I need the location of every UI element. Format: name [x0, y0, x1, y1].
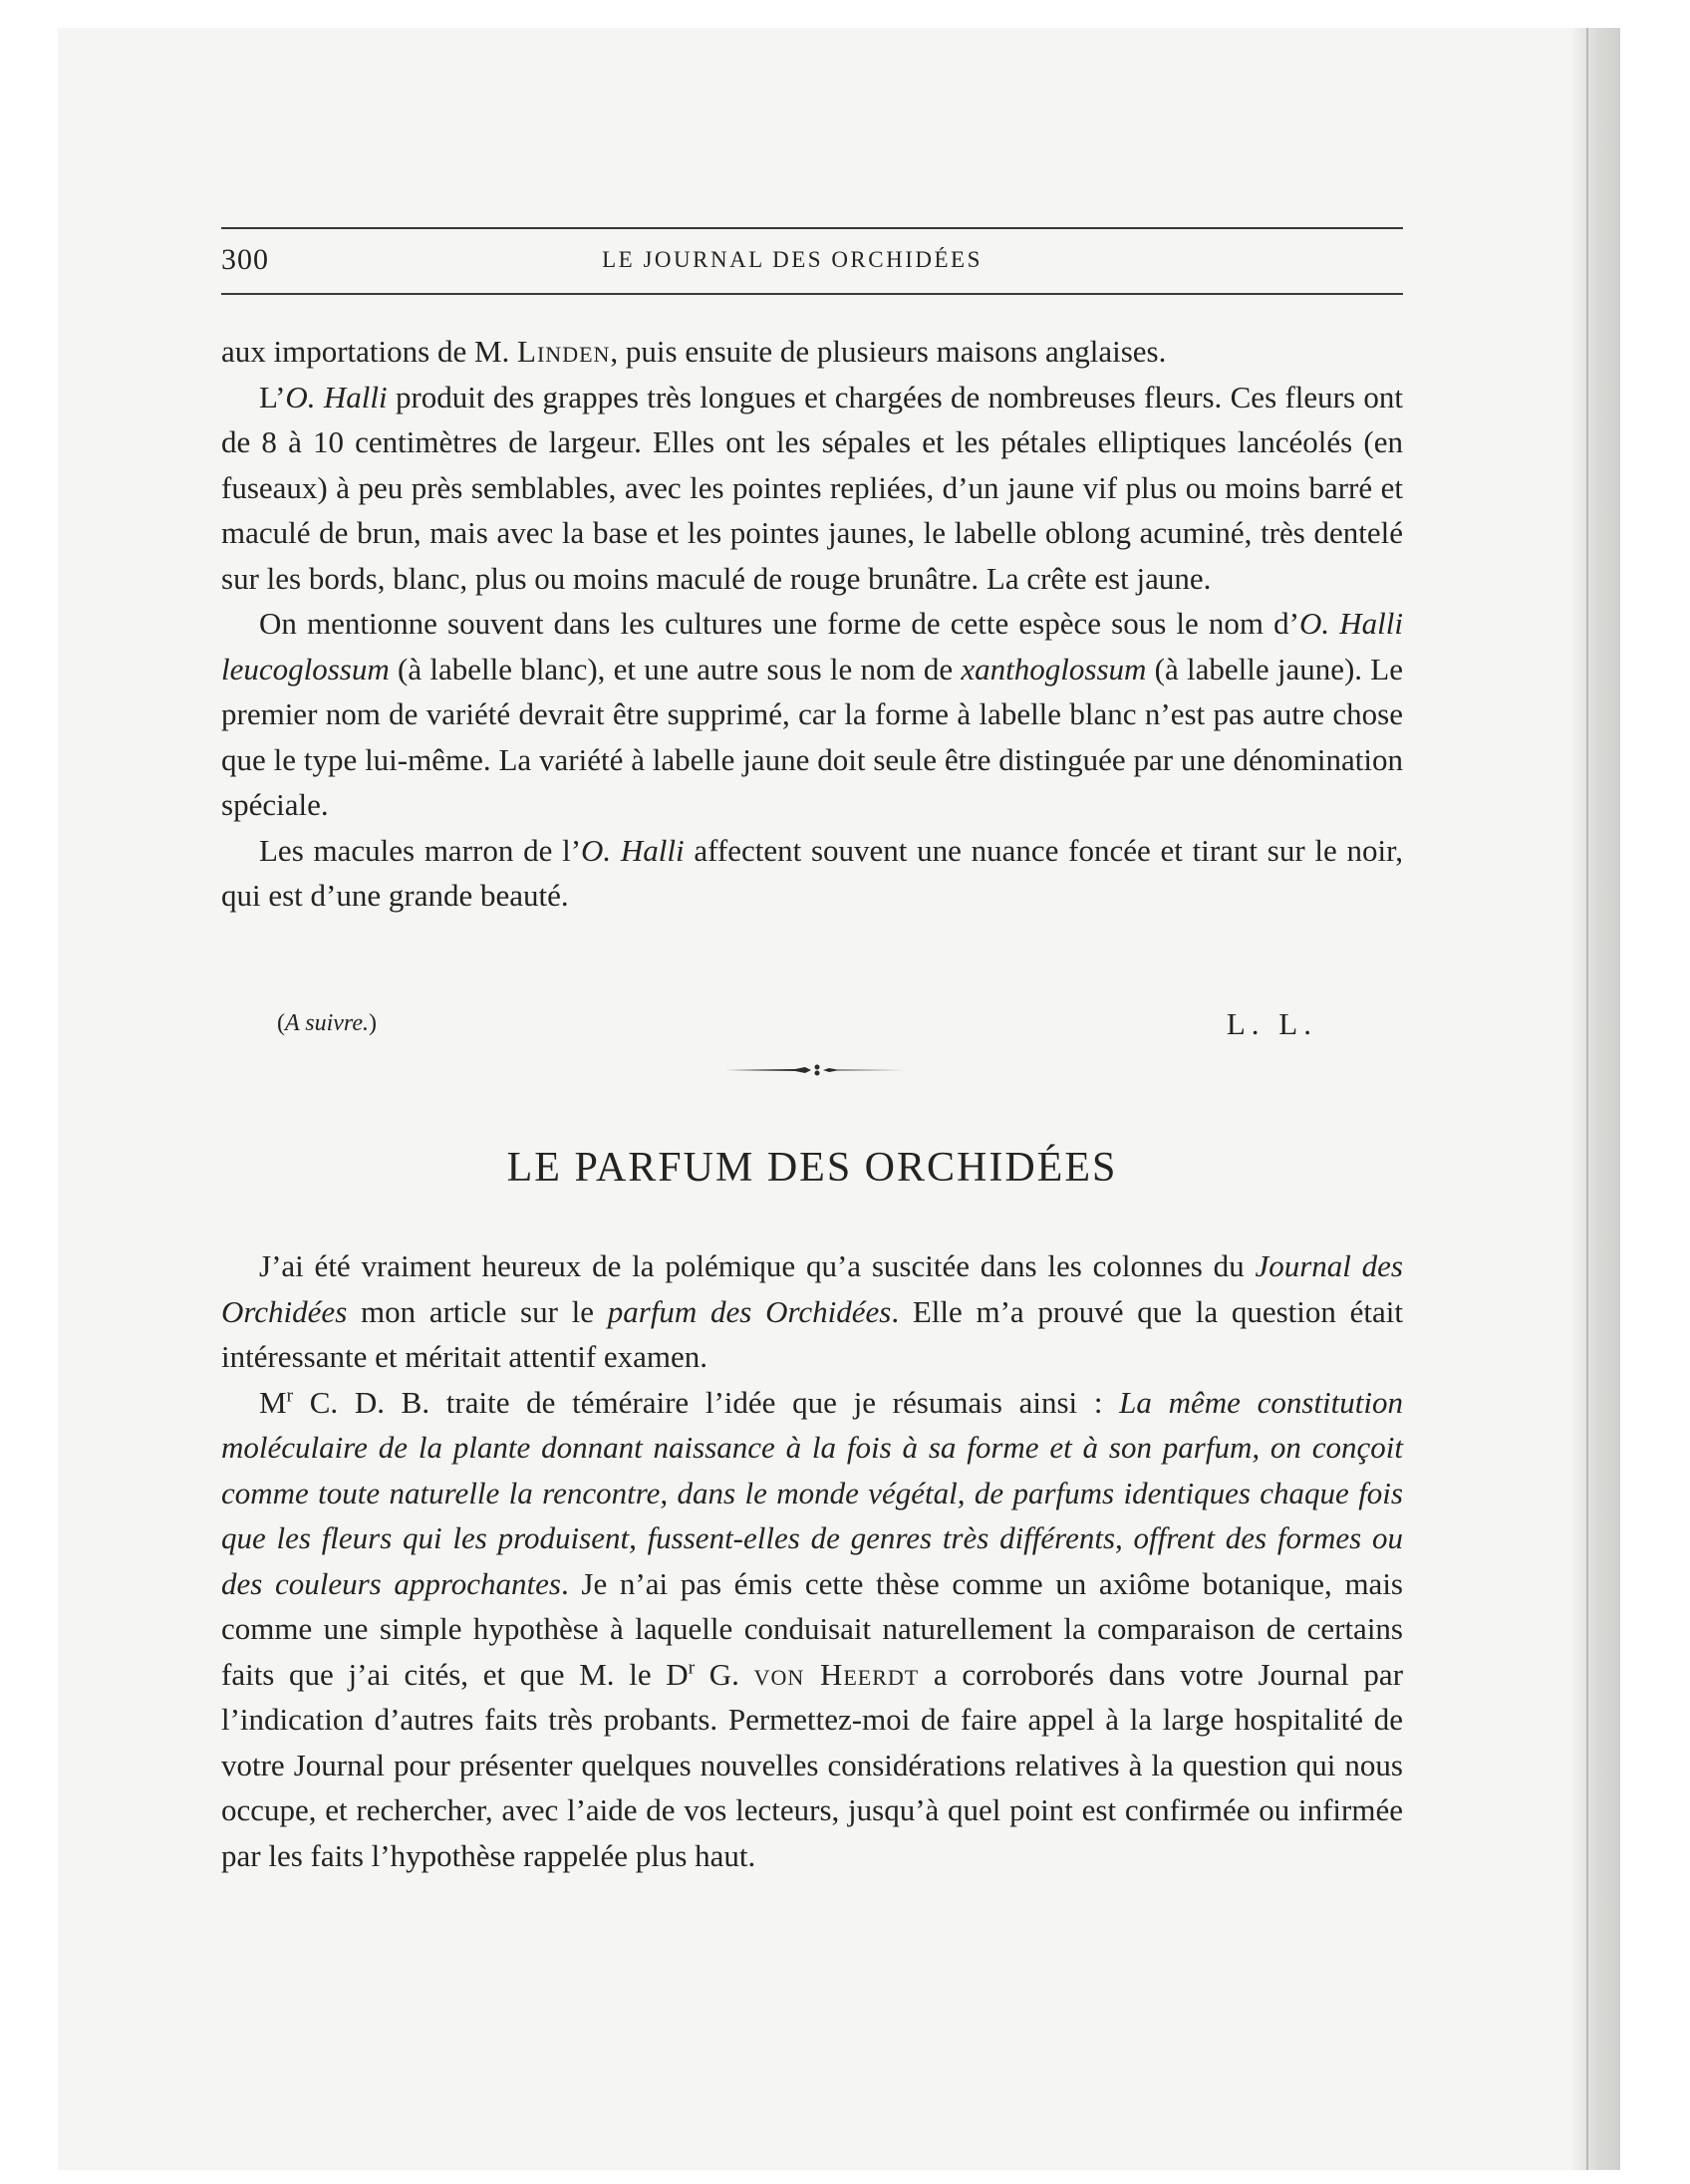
article-reference: parfum des Orchidées [607, 1293, 892, 1329]
header-rule-top [221, 227, 1403, 229]
paragraph: L’O. Halli produit des grappes très longues et chargées de nombreuses fleurs. Ces fleurs ont de 8 à 10 centimètres de largeur. Elles ont les sépales et les pétales elliptiques lancéolés (en fuseaux) à peu près semblables, avec les pointes repliées, d’un jaune vif plus ou moins barré et maculé de brun, mais avec la base et les pointes jaunes, le labelle oblong acuminé, très dentelé sur les bords, blanc, plus ou moins maculé de rouge brunâtre. La crête est jaune. [221, 379, 1403, 596]
article-orchid-description [221, 329, 1403, 919]
species-name: O. Halli [285, 379, 388, 414]
person-name: von Heerdt [753, 1656, 920, 1692]
paragraph: $M^r$ C. D. B. traite de téméraire l’idée que je résumais ainsi : La même constitution moléculaire de la plante donnant naissance à la fois à sa forme et à son parfum, on conçoit comme toute naturelle la rencontre, dans le monde végétal, de parfums identiques chaque fois que les fleurs qui les produisent, fussent-elles de genres très différents, offrent des formes ou des couleurs approchantes. Je n’ai pas émis cette thèse comme un axiôme botanique, mais comme une simple hypothèse à laquelle conduisait naturellement la comparaison de certains faits que j’ai cités, et que M. le $D^r$ G. von Heerdt a corroborés dans votre Journal par l’indication d’autres faits très probants. Permettez-moi de faire appel à la large hospitalité de votre Journal pour présenter quelques nouvelles considérations relatives à la question qui nous occupe, et rechercher, avec l’aide de vos lecteurs, jusqu’à quel point est confirmée ou infirmée par les faits l’hypothèse rappelée plus haut. [221, 1384, 1404, 1873]
page-gutter-shadow [1572, 28, 1620, 2170]
author-initials: L. L. [1226, 1006, 1317, 1041]
journal-name: Journal des Orchidées [221, 1248, 1403, 1329]
to-be-continued: (A suivre.) [277, 1010, 377, 1036]
header-rule-bottom [221, 293, 1403, 295]
page-edge-line [1586, 28, 1588, 2170]
person-name: Linden [517, 334, 611, 369]
article-signature-row [221, 1006, 1317, 1046]
page-number: 300 [221, 243, 269, 276]
journal-title: LE JOURNAL DES ORCHIDÉES [602, 247, 983, 272]
article-perfume [221, 1243, 1403, 1878]
paragraph: aux importations de M. Linden, puis ensuite de plusieurs maisons anglaises. [221, 334, 1167, 369]
species-name: O. Halli leucoglossum [221, 606, 1403, 686]
divider-ornament [725, 1060, 905, 1080]
paragraph: Les macules marron de l’O. Halli affectent souvent une nuance foncée et tirant sur le noir, qui est d’une grande beauté. [221, 832, 1403, 913]
quoted-hypothesis: La même constitution moléculaire de la plante donnant naissance à la fois à sa forme et à son parfum, on conçoit comme toute naturelle la rencontre, dans le monde végétal, de parfums identiques chaque fois que les fleurs qui les produisent, fussent-elles de genres très différents, offrent des formes ou des couleurs approchantes [221, 1384, 1404, 1601]
running-head [221, 243, 1403, 283]
paragraph: On mentionne souvent dans les cultures une forme de cette espèce sous le nom d’O. Halli leucoglossum (à labelle blanc), et une autre sous le nom de xanthoglossum (à labelle jaune). Le premier nom de variété devrait être supprimé, car la forme à labelle blanc n’est pas autre chose que le type lui-même. La variété à labelle jaune doit seule être distinguée par une dénomination spéciale. [221, 606, 1403, 822]
species-name: O. Halli [581, 832, 685, 868]
variety-name: xanthoglossum [961, 651, 1147, 686]
paragraph: J’ai été vraiment heureux de la polémique qu’a suscitée dans les colonnes du Journal des Orchidées mon article sur le parfum des Orchidées. Elle m’a prouvé que la question était intéressante et méritait attentif examen. [221, 1248, 1403, 1374]
article-title: LE PARFUM DES ORCHIDÉES [506, 1145, 1118, 1191]
